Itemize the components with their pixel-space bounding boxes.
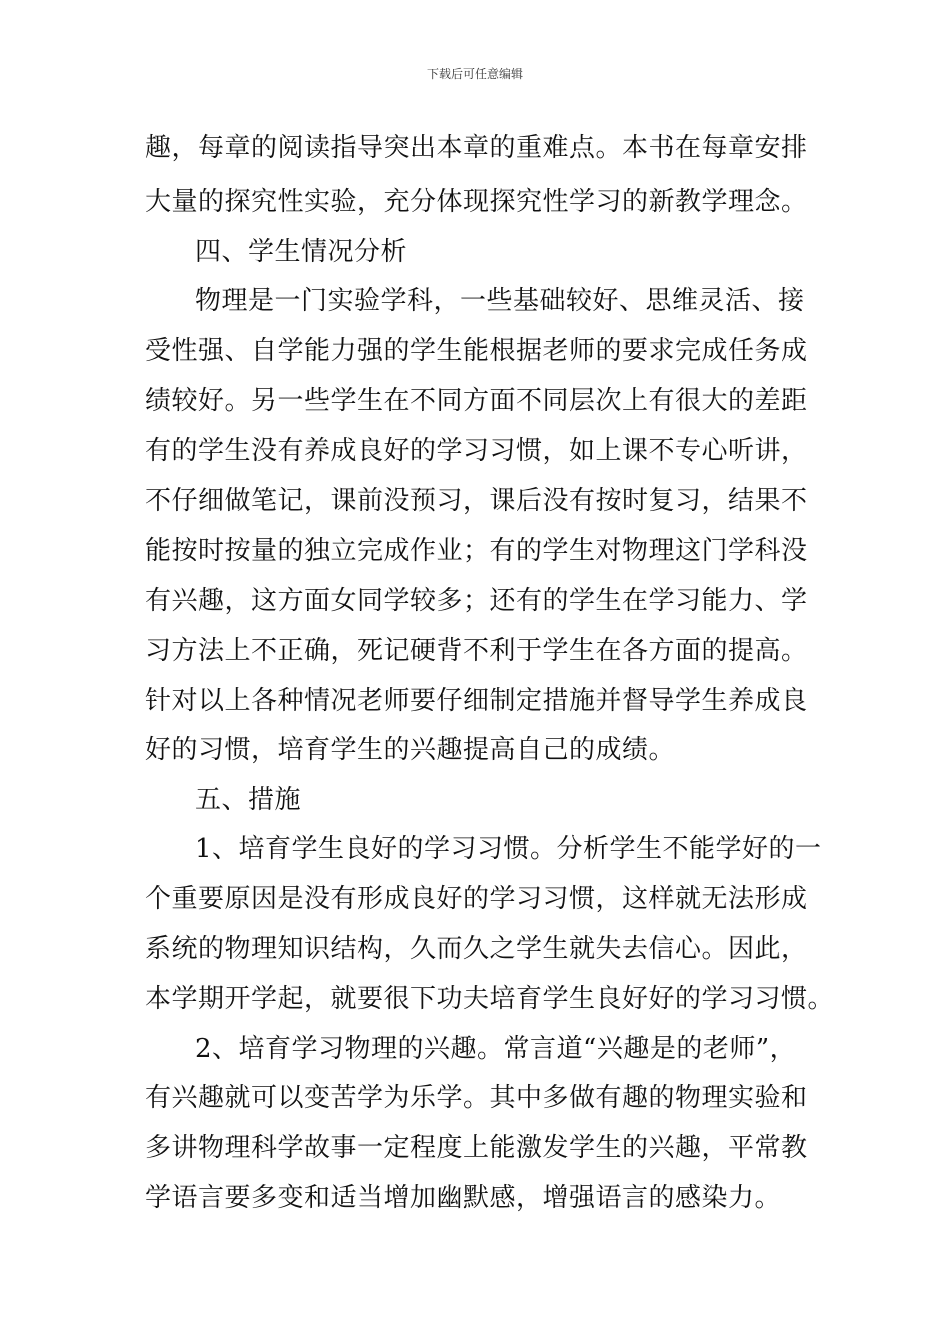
text-line: 针对以上各种情况老师要仔细制定措施并督导学生养成良 <box>145 686 808 716</box>
section-heading: 四、学生情况分析 <box>195 237 408 267</box>
text-line: 系统的物理知识结构，久而久之学生就失去信心。因此， <box>145 934 808 964</box>
text-line: 能按时按量的独立完成作业；有的学生对物理这门学科没 <box>145 536 808 566</box>
text-line: 有兴趣，这方面女同学较多；还有的学生在学习能力、学 <box>145 586 808 616</box>
text-line: 大量的探究性实验，充分体现探究性学习的新教学理念。 <box>145 187 808 217</box>
text-line: 习方法上不正确，死记硬背不利于学生在各方面的提高。 <box>145 636 808 666</box>
text-line: 1、培育学生良好的学习习惯。分析学生不能学好的一 <box>195 834 822 864</box>
text-line: 受性强、自学能力强的学生能根据老师的要求完成任务成 <box>145 336 808 366</box>
text-line: 有的学生没有养成良好的学习习惯，如上课不专心听讲， <box>145 436 808 466</box>
text-line: 物理是一门实验学科，一些基础较好、思维灵活、接 <box>195 286 805 316</box>
text-line: 好的习惯，培育学生的兴趣提高自己的成绩。 <box>145 735 676 765</box>
section-heading: 五、措施 <box>195 785 302 815</box>
text-line: 个重要原因是没有形成良好的学习习惯，这样就无法形成 <box>145 884 808 914</box>
text-line: 绩较好。另一些学生在不同方面不同层次上有很大的差距 <box>145 386 808 416</box>
text-line: 2、培育学习物理的兴趣。常言道“兴趣是的老师”， <box>195 1034 797 1064</box>
page-header: 下载后可任意编辑 <box>426 67 523 81</box>
text-line: 不仔细做笔记，课前没预习，课后没有按时复习，结果不 <box>145 486 808 516</box>
text-line: 学语言要多变和适当增加幽默感，增强语言的感染力。 <box>145 1183 782 1213</box>
text-line: 趣，每章的阅读指导突出本章的重难点。本书在每章安排 <box>145 133 808 163</box>
text-line: 有兴趣就可以变苦学为乐学。其中多做有趣的物理实验和 <box>145 1083 808 1113</box>
text-line: 多讲物理科学故事一定程度上能激发学生的兴趣，平常教 <box>145 1133 808 1163</box>
text-line: 本学期开学起，就要很下功夫培育学生良好好的学习习惯。 <box>145 984 835 1014</box>
